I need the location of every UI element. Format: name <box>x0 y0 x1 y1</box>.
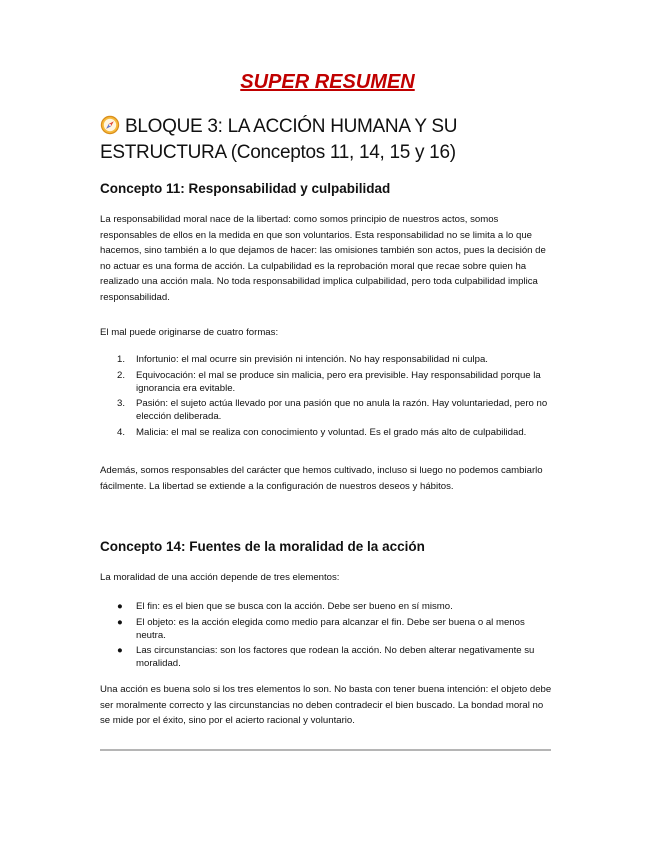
block-heading-text: BLOQUE 3: LA ACCIÓN HUMANA Y SU ESTRUCTURA (Conceptos 11, 14, 15 y 16) <box>100 116 458 163</box>
list-item <box>100 616 555 642</box>
concept-14-paragraph-1: La moralidad de una acción depende de tres elementos: <box>100 572 340 583</box>
list-item <box>100 397 555 423</box>
list-item <box>100 644 555 670</box>
concept-11-paragraph-3: Además, somos responsables del carácter que hemos cultivado, incluso si luego no podemos cambiarlo fácilmente. La libertad se extiende a la configuración de nuestros deseos y hábitos. <box>100 465 543 492</box>
bullet-icon: ● <box>117 645 123 656</box>
concept-14-paragraph-2: Una acción es buena solo si los tres elementos lo son. No basta con tener buena intención: el objeto debe ser moralmente correcto y las circunstancias no deben contradecir el bien buscado. La bondad moral no se mide por el éxito, sino por el acierto racional y voluntario. <box>100 684 552 726</box>
bullet-icon: ● <box>117 601 123 612</box>
concept-14-list <box>100 600 555 673</box>
concept-14-heading: Concepto 14: Fuentes de la moralidad de la acción <box>100 539 425 554</box>
list-item-text: Las circunstancias: son los factores que rodean la acción. No deben alterar negativamente su moralidad. <box>136 645 535 669</box>
list-item-text: Malicia: el mal se realiza con conocimiento y voluntad. Es el grado más alto de culpabilidad. <box>136 426 527 438</box>
section-divider <box>100 749 551 751</box>
block-heading <box>100 114 570 166</box>
list-item <box>100 369 555 395</box>
document-title: SUPER RESUMEN <box>240 71 415 93</box>
list-item <box>100 353 555 366</box>
concept-11-paragraph-1: La responsabilidad moral nace de la libertad: como somos principio de nuestros actos, somos responsables de ellos en la medida en que son voluntarios. Esta responsabilidad no se limita a lo que hacemos, sino también a lo que dejamos de hacer: las omisiones también son actos, pues la decisión de no actuar es una forma de acción. La culpabilidad es la reprobación moral que recae sobre quien ha realizado una acción mala. No toda responsabilidad implica culpabilidad, pero toda culpabilidad implica responsabilidad. <box>100 214 546 303</box>
concept-11-paragraph-2: El mal puede originarse de cuatro formas: <box>100 327 279 338</box>
list-item-text: El objeto: es la acción elegida como medio para alcanzar el fin. Debe ser buena o al menos neutra. <box>136 616 525 641</box>
compass-icon <box>100 115 120 135</box>
bullet-icon: ● <box>117 616 123 628</box>
concept-11-list <box>100 353 555 441</box>
list-item <box>100 600 555 613</box>
list-marker: 4. <box>117 426 126 438</box>
list-item-text: Infortunio: el mal ocurre sin previsión ni intención. No hay responsabilidad ni culpa. <box>136 354 488 365</box>
list-item <box>100 426 555 439</box>
list-item-text: Pasión: el sujeto actúa llevado por una pasión que no anula la razón. Hay voluntariedad, pero no elección deliberada. <box>136 398 548 422</box>
list-marker: 3. <box>117 398 126 409</box>
list-item-text: Equivocación: el mal se produce sin malicia, pero era previsible. Hay responsabilidad porque la ignorancia era evitable. <box>136 369 541 394</box>
concept-11-heading: Concepto 11: Responsabilidad y culpabilidad <box>100 181 391 196</box>
list-marker: 1. <box>117 354 126 365</box>
list-item-text: El fin: es el bien que se busca con la acción. Debe ser bueno en sí mismo. <box>136 601 453 612</box>
list-marker: 2. <box>117 369 126 381</box>
